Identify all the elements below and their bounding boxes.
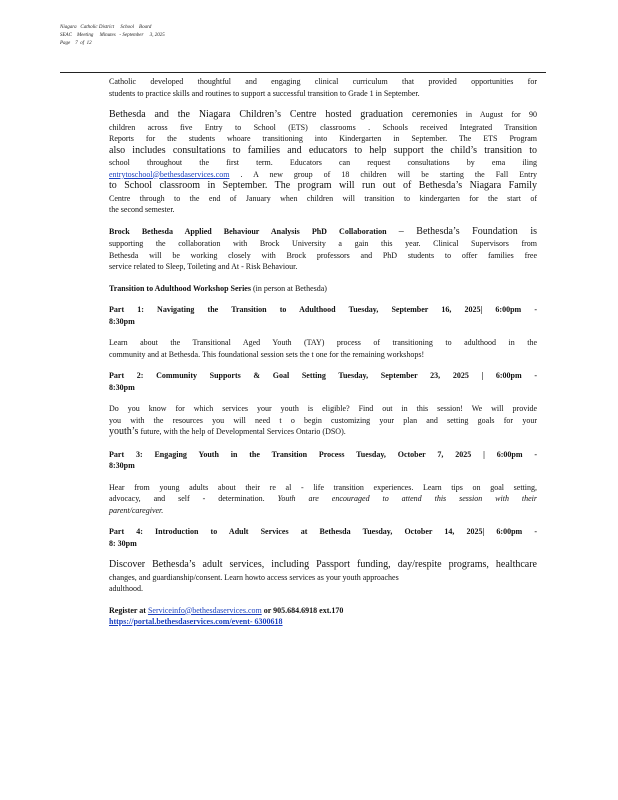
part-heading: 8: 30pm	[109, 538, 137, 548]
workshop-part-4	[109, 526, 537, 595]
event-id-link[interactable]: - 6300618	[249, 617, 283, 626]
part-heading: 8:30pm	[109, 461, 135, 470]
text-line: changes, and guardianship/consent. Learn howto access services as your youth approaches	[109, 572, 399, 582]
text-line: parent/caregiver.	[109, 505, 164, 515]
text-line: Centre through to the end of January when children will transition to kindergarten for the start of	[109, 193, 537, 203]
text-span: Brock Bethesda Applied Behaviour Analysis PhD Collaboration	[109, 226, 387, 236]
part-heading: Part 2: Community Supports & Goal Setting Tuesday, September 23, 2025 | 6:00pm -	[109, 371, 537, 380]
text-span: in August for 90	[465, 110, 537, 119]
text-line: to School classroom in September. The program will run out of Bethesda’s Niagara Family	[109, 180, 537, 191]
page-header	[60, 24, 165, 48]
workshop-part-1	[109, 304, 537, 360]
workshop-part-3	[109, 449, 537, 517]
text-line: Reports for the students whoare transitioning into Kindergarten in September. The ETS Program	[109, 134, 537, 143]
text-line: community and at Bethesda. This foundational session sets the t one for the remaining workshops!	[109, 349, 425, 359]
text-span: Transition to Adulthood Workshop Series	[109, 283, 251, 293]
text-span: advocacy, and self - determination.	[109, 494, 265, 503]
text-line: school throughout the first term. Educators can request consultations by ema iling	[109, 158, 537, 167]
text-span: future, with the help of Developmental Services Ontario (DSO).	[140, 427, 346, 436]
part-heading: Part 3: Engaging Youth in the Transition Process Tuesday, October 7, 2025 | 6:00pm -	[109, 449, 537, 459]
workshop-series-title	[109, 283, 537, 295]
text-line: the second semester.	[109, 205, 175, 214]
registration-info	[109, 605, 537, 628]
paragraph-curriculum	[109, 76, 537, 99]
header-page-number: Page 7 of 12	[60, 41, 92, 46]
event-portal-link[interactable]: https://portal.bethesdaservices.com/event	[109, 617, 250, 626]
entrytoschool-email-link[interactable]: entrytoschool@bethesdaservices.com	[109, 169, 230, 179]
paragraph-graduation	[109, 109, 537, 216]
text-span: – Bethesda’s Foundation is	[398, 225, 537, 237]
text-span: youth’s	[109, 426, 139, 437]
part-heading: 8:30pm	[109, 316, 135, 326]
text-span: (in person at Bethesda)	[252, 283, 327, 293]
text-line: adulthood.	[109, 584, 143, 593]
header-board: Niagara Catholic District School Board	[60, 25, 152, 30]
text-line: also includes consultations to families and educators to help support the child’s transition to	[109, 144, 537, 156]
text-line: you with the resources you will need t o begin customizing your plan and setting goals for your	[109, 415, 537, 425]
header-meeting: SEAC Meeting Minutes - September 3, 2025	[60, 33, 165, 38]
register-phone: or 905.684.6918 ext.170	[263, 605, 344, 615]
text-span: Bethesda and the Niagara Children’s Centre hosted graduation ceremonies	[109, 109, 458, 120]
paragraph-brock-collaboration	[109, 226, 537, 273]
text-span: Youth are encouraged to attend this session with their	[277, 494, 537, 503]
part-heading: Part 4: Introduction to Adult Services at Bethesda Tuesday, October 14, 2025| 6:00pm -	[109, 527, 537, 536]
text-line: Do you know for which services your youth is eligible? Find out in this session! We will provide	[109, 404, 537, 413]
document-body	[109, 76, 537, 628]
text-line: students to practice skills and routines to support a successful transition to Grade 1 in September.	[109, 88, 420, 98]
part-heading: 8:30pm	[109, 382, 135, 392]
text-line: Catholic developed thoughtful and engaging clinical curriculum that provided opportunities for	[109, 77, 537, 86]
workshop-part-2	[109, 370, 537, 439]
text-line: Learn about the Transitional Aged Youth (TAY) process of transitioning to adulthood in the	[109, 338, 537, 347]
text-line: service related to Sleep, Toileting and At - Risk Behaviour.	[109, 262, 298, 271]
text-line: Hear from young adults about their re al - life transition experiences. Learn tips on goal setting,	[109, 482, 537, 492]
service-email-link[interactable]: Serviceinfo@bethesdaservices.com	[147, 605, 262, 615]
part-heading: Part 1: Navigating the Transition to Adulthood Tuesday, September 16, 2025| 6:00pm -	[109, 305, 537, 314]
text-line: Bethesda will be working closely with Brock professors and PhD students to offer families free	[109, 250, 537, 260]
text-span: . A new group of 18 children will be starting the Fall Entry	[240, 169, 537, 179]
text-line: Discover Bethesda’s adult services, including Passport funding, day/respite programs, healthcare	[109, 559, 537, 570]
header-divider	[60, 72, 546, 73]
text-line: supporting the collaboration with Brock University a gain this year. Clinical Supervisors from	[109, 239, 537, 248]
text-line: children across five Entry to School (ETS) classrooms . Schools received Integrated Transition	[109, 122, 537, 132]
register-label: Register at	[109, 605, 146, 615]
